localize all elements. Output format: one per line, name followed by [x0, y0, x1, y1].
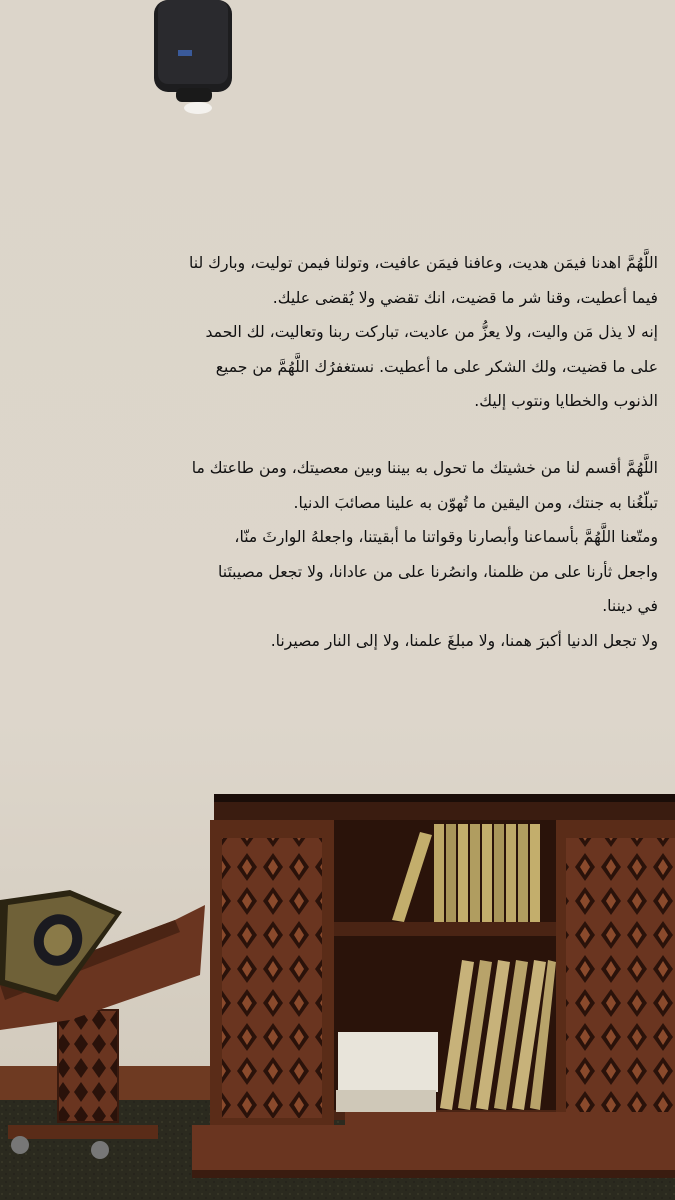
dua-paragraph-1	[14, 246, 658, 419]
bookcase	[192, 794, 675, 1178]
dua-paragraph-2	[14, 451, 658, 659]
text-line: على ما قضيت، ولك الشكر على ما أعطيت. نستغفرُك اللَّهُمَّ من جميع	[215, 357, 658, 376]
text-line: في ديننا.	[602, 597, 658, 616]
text-line: الذنوب والخطايا ونتوب إليك.	[474, 392, 658, 411]
text-line: واجعل ثأرنا على من ظلمنا، وانصُرنا على من عادانا، ولا تجعل مصيبتَنا	[217, 562, 658, 581]
dua-text	[14, 246, 658, 659]
text-line: فيما أعطيت، وقنا شر ما قضيت، انك تقضي ولا يُقضى عليك.	[272, 288, 658, 307]
text-line: اللَّهُمَّ أقسم لنا من خشيتك ما تحول به بيننا وبين معصيتك، ومن طاعتك ما	[191, 458, 658, 477]
text-line: تبلّغُنا به جنتك، ومن اليقين ما تُهوّن به علينا مصائبَ الدنيا.	[293, 493, 658, 512]
text-line: ومتّعنا اللَّهُمَّ بأسماعنا وأبصارنا وقواتنا ما أبقيتنا، واجعلهُ الوارثَ منّا،	[234, 528, 658, 547]
text-line: اللَّهُمَّ اهدنا فيمَن هديت، وعافنا فيمَن عافيت، وتولنا فيمن توليت، وبارك لنا	[188, 254, 658, 272]
text-line: ولا تجعل الدنيا أكبرَ همنا، ولا مبلغَ علمنا، ولا إلى النار مصيرنا.	[270, 631, 658, 650]
text-line: إنه لا يذل مَن واليت، ولا يعزُّ من عاديت، تباركت ربنا وتعاليت، لك الحمد	[205, 323, 658, 342]
